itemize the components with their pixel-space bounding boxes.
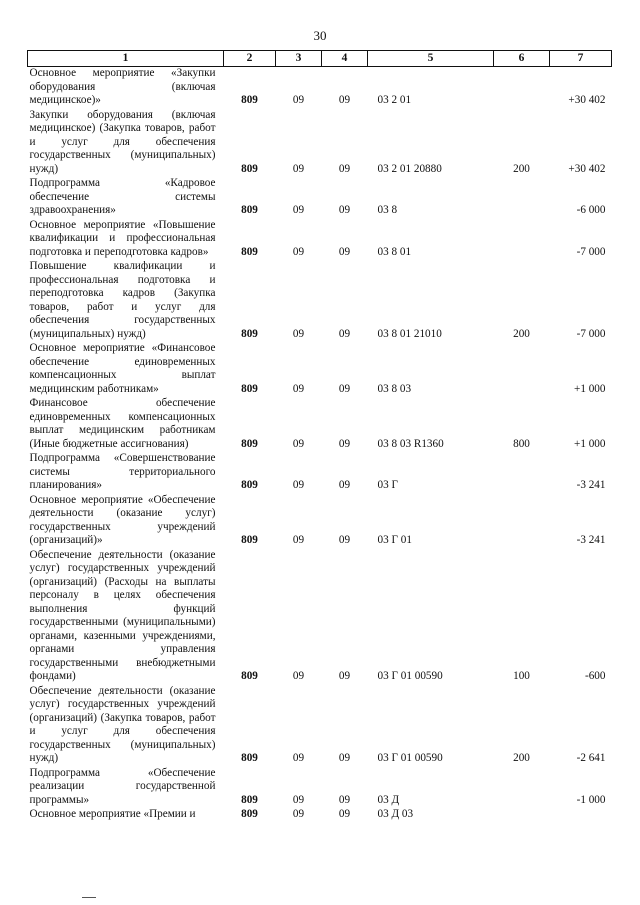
row-target-code: 03 8 03 xyxy=(377,382,412,395)
row-target-code: 03 Д 03 xyxy=(377,808,414,820)
row-target-code: 03 8 xyxy=(377,204,398,216)
header-row xyxy=(28,51,612,67)
row-description: Основное мероприятие «Закупки оборудования (включая медицинское)» xyxy=(29,67,216,106)
column-header-2: 2 xyxy=(224,51,276,67)
row-subsection: 09 xyxy=(338,752,351,764)
row-expense-type xyxy=(494,767,550,809)
row-target-code: 03 Д xyxy=(377,793,400,806)
row-amount: -1 000 xyxy=(576,793,606,806)
row-section: 09 xyxy=(292,204,305,216)
row-amount: +30 402 xyxy=(568,94,606,106)
row-subsection: 09 xyxy=(338,808,351,820)
table-row xyxy=(28,494,612,549)
row-section: 09 xyxy=(292,162,305,175)
row-expense-type xyxy=(494,177,550,219)
row-description: Подпрограмма «Совершенствование системы территориального планирования» xyxy=(29,452,216,491)
row-amount: -7 000 xyxy=(576,245,606,258)
row-expense-type: 200 xyxy=(513,327,530,340)
column-header-5: 5 xyxy=(368,51,494,67)
row-admin-code: 809 xyxy=(241,94,258,106)
row-description: Основное мероприятие «Обеспечение деятельности (оказание услуг) государственных учреждений (организаций)» xyxy=(29,493,216,546)
row-expense-type: 100 xyxy=(513,670,530,682)
row-subsection: 09 xyxy=(338,327,351,340)
row-subsection: 09 xyxy=(338,382,351,395)
row-admin-code: 809 xyxy=(241,437,258,450)
row-target-code: 03 Г 01 00590 xyxy=(377,670,443,682)
row-section: 09 xyxy=(292,479,305,491)
row-subsection: 09 xyxy=(338,94,351,106)
table-row xyxy=(28,67,612,109)
column-header-4: 4 xyxy=(322,51,368,67)
row-section: 09 xyxy=(292,245,305,258)
row-description: Закупки оборудования (включая медицинское) (Закупка товаров, работ и услуг для обеспечения государственных (муниципальных) нужд) xyxy=(29,108,216,175)
row-target-code: 03 2 01 20880 xyxy=(377,162,442,175)
row-description: Подпрограмма «Обеспечение реализации государственной программы» xyxy=(29,766,216,806)
row-amount: -600 xyxy=(584,670,606,682)
row-admin-code: 809 xyxy=(241,327,258,340)
row-admin-code: 809 xyxy=(241,479,258,491)
row-amount: -3 241 xyxy=(576,534,606,546)
row-section: 09 xyxy=(292,94,305,106)
row-description: Финансовое обеспечение единовременных компенсационных выплат медицинским работникам (Иные бюджетные ассигнования) xyxy=(29,397,216,450)
row-description: Основное мероприятие «Повышение квалификации и профессиональная подготовка и переподготовка кадров» xyxy=(29,218,216,258)
row-expense-type xyxy=(494,452,550,494)
row-admin-code: 809 xyxy=(241,752,258,764)
row-expense-type xyxy=(494,808,550,823)
row-amount: -3 241 xyxy=(576,479,606,491)
table-row xyxy=(28,452,612,494)
row-expense-type: 800 xyxy=(513,437,530,450)
row-subsection: 09 xyxy=(338,437,351,450)
row-amount: +1 000 xyxy=(574,382,606,395)
column-header-6: 6 xyxy=(494,51,550,67)
row-section: 09 xyxy=(292,382,305,395)
budget-table xyxy=(27,50,612,823)
row-subsection: 09 xyxy=(338,534,351,546)
row-description: Обеспечение деятельности (оказание услуг) государственных учреждений (организаций) (Расходы на выплаты персоналу в целях обеспечения выполнения функций государственными (муниципальными) органами, казенными учреждениями, органами управления государственными внебюджетными фондами) xyxy=(29,548,216,682)
table-row xyxy=(28,342,612,397)
row-target-code: 03 8 01 21010 xyxy=(377,327,442,340)
table-header xyxy=(28,51,612,67)
row-section: 09 xyxy=(292,808,305,820)
row-expense-type: 200 xyxy=(513,752,530,764)
page-number: 30 xyxy=(313,28,327,43)
table-row xyxy=(28,219,612,261)
table-row xyxy=(28,397,612,452)
column-header-3: 3 xyxy=(276,51,322,67)
row-subsection: 09 xyxy=(338,204,351,216)
row-description: Подпрограмма «Кадровое обеспечение системы здравоохранения» xyxy=(29,177,216,216)
row-amount: -6 000 xyxy=(576,204,606,216)
row-target-code: 03 Г xyxy=(377,479,398,491)
row-section: 09 xyxy=(292,752,305,764)
table-row xyxy=(28,109,612,178)
row-expense-type xyxy=(494,494,550,549)
row-admin-code: 809 xyxy=(241,534,258,546)
row-section: 09 xyxy=(292,327,305,340)
row-target-code: 03 Г 01 xyxy=(377,534,412,546)
row-expense-type xyxy=(494,219,550,261)
row-subsection: 09 xyxy=(338,793,351,806)
row-description: Основное мероприятие «Премии и xyxy=(29,808,196,820)
row-subsection: 09 xyxy=(338,245,351,258)
row-amount: +1 000 xyxy=(574,437,606,450)
table-row xyxy=(28,808,612,823)
table-row xyxy=(28,685,612,767)
table-body xyxy=(28,67,612,823)
row-section: 09 xyxy=(292,534,305,546)
row-admin-code: 809 xyxy=(241,382,258,395)
row-admin-code: 809 xyxy=(241,162,258,175)
row-amount: -2 641 xyxy=(576,752,606,764)
row-subsection: 09 xyxy=(338,162,351,175)
row-expense-type: 200 xyxy=(513,162,530,175)
row-description: Основное мероприятие «Финансовое обеспечение единовременных компенсационных выплат медицинским работникам» xyxy=(29,342,216,395)
table-row xyxy=(28,549,612,685)
row-amount: +30 402 xyxy=(568,162,606,175)
table-row xyxy=(28,260,612,342)
row-target-code: 03 8 01 xyxy=(377,245,412,258)
row-admin-code: 809 xyxy=(241,808,258,820)
row-section: 09 xyxy=(292,670,305,682)
row-target-code: 03 Г 01 00590 xyxy=(377,752,443,764)
row-amount: -7 000 xyxy=(576,327,606,340)
table-row xyxy=(28,177,612,219)
row-subsection: 09 xyxy=(338,670,351,682)
row-description: Повышение квалификации и профессиональная подготовка и переподготовка кадров (Закупка товаров, работ и услуг для обеспечения государственных (муниципальных) нужд) xyxy=(29,260,216,340)
column-header-7: 7 xyxy=(550,51,612,67)
footer-mark xyxy=(82,897,96,898)
row-admin-code: 809 xyxy=(241,793,258,806)
row-target-code: 03 8 03 R1360 xyxy=(377,437,444,450)
row-expense-type xyxy=(494,342,550,397)
row-subsection: 09 xyxy=(338,479,351,491)
row-description: Обеспечение деятельности (оказание услуг) государственных учреждений (организаций) (Закупка товаров, работ и услуг для обеспечения государственных (муниципальных) нужд) xyxy=(29,684,216,764)
row-admin-code: 809 xyxy=(241,245,258,258)
row-amount xyxy=(550,808,612,823)
table-row xyxy=(28,767,612,809)
row-admin-code: 809 xyxy=(241,204,258,216)
row-expense-type xyxy=(494,67,550,109)
row-section: 09 xyxy=(292,793,305,806)
column-header-1: 1 xyxy=(28,51,224,67)
row-target-code: 03 2 01 xyxy=(377,94,412,106)
row-section: 09 xyxy=(292,437,305,450)
row-admin-code: 809 xyxy=(241,670,258,682)
